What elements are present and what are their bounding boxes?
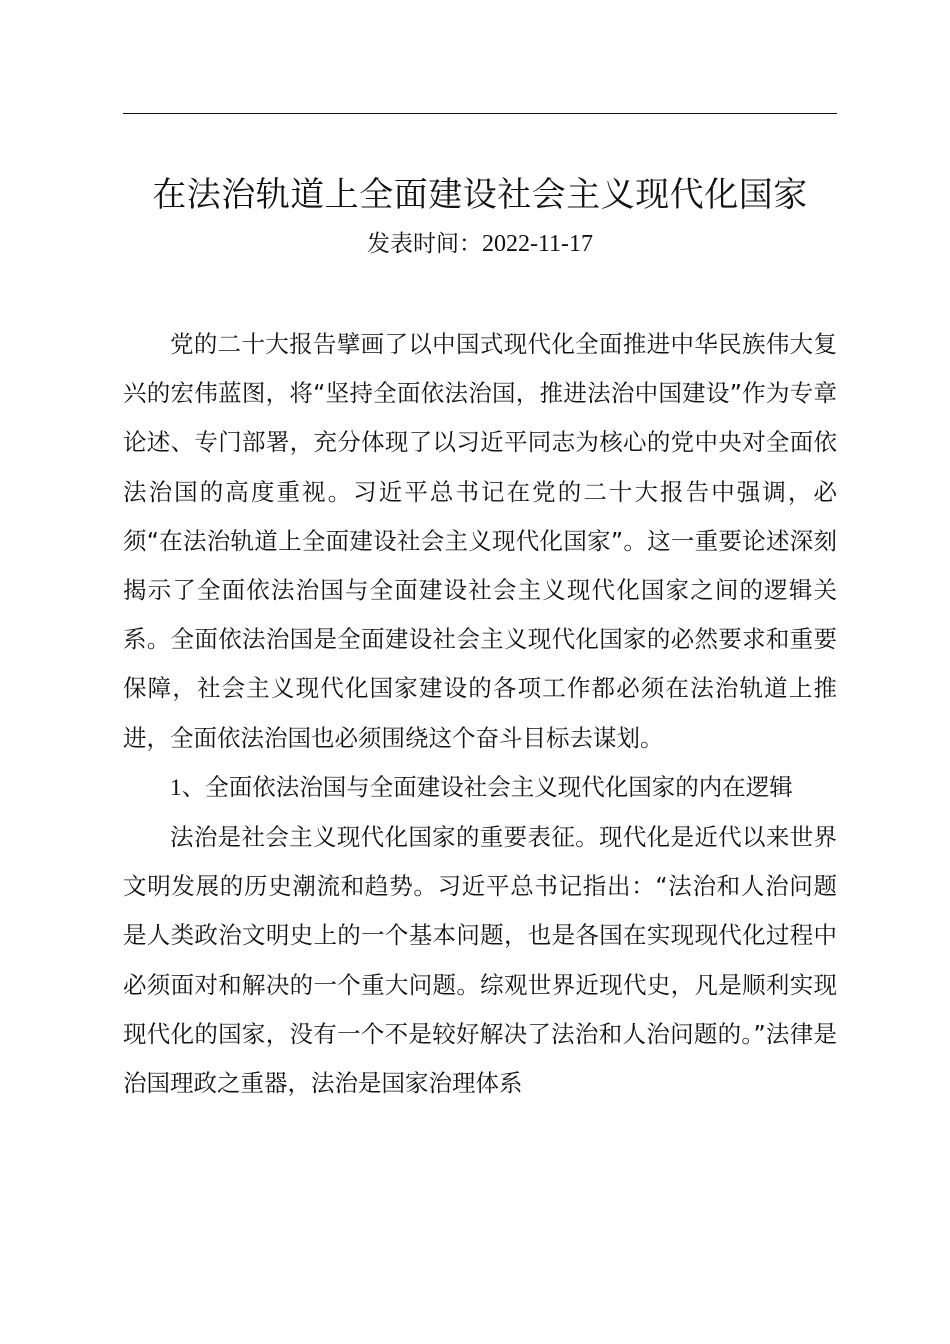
publish-date: 2022-11-17 (481, 231, 594, 257)
header-rule (123, 113, 837, 114)
section-heading (123, 763, 837, 813)
article-body (123, 320, 837, 1108)
section-number: 1 (170, 774, 182, 801)
paragraph: 法治是社会主义现代化国家的重要表征。现代化是近代以来世界文明发展的历史潮流和趋势。习近平总书记指出：“法治和人治问题是人类政治文明史上的一个基本问题，也是各国在实现现代化过程中必须面对和解决的一个重大问题。综观世界近现代史，凡是顺利实现现代化的国家，没有一个不是较好解决了法治和人治问题的。”法律是治国理政之重器，法治是国家治理体系 (123, 823, 837, 1098)
publish-label: 发表时间： (366, 231, 482, 257)
document-title: 在法治轨道上全面建设社会主义现代化国家 (152, 175, 808, 215)
publish-info (123, 226, 837, 262)
paragraph: 党的二十大报告擘画了以中国式现代化全面推进中华民族伟大复兴的宏伟蓝图，将“坚持全面依法治国，推进法治中国建设”作为专章论述、专门部署，充分体现了以习近平同志为核心的党中央对全面依法治国的高度重视。习近平总书记在党的二十大报告中强调，必须“在法治轨道上全面建设社会主义现代化国家”。这一重要论述深刻揭示了全面依法治国与全面建设社会主义现代化国家之间的逻辑关系。全面依法治国是全面建设社会主义现代化国家的必然要求和重要保障，社会主义现代化国家建设的各项工作都必须在法治轨道上推进，全面依法治国也必须围绕这个奋斗目标去谋划。 (123, 330, 837, 752)
section-heading-text: 、全面依法治国与全面建设社会主义现代化国家的内在逻辑 (181, 772, 793, 801)
